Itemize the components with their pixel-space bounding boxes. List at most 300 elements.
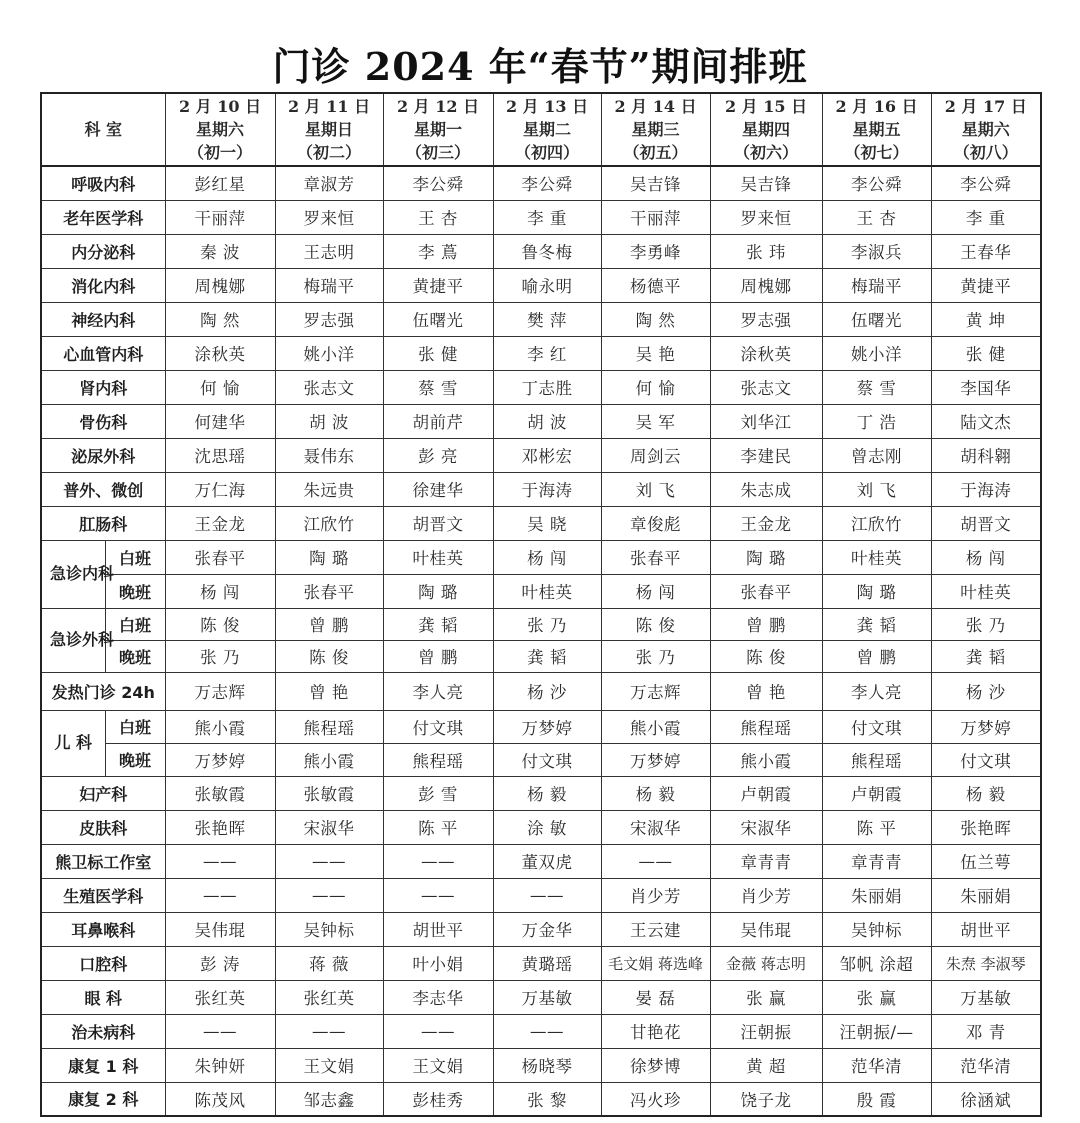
table-row — [41, 200, 1041, 234]
staff-cell: 叶桂英 — [493, 574, 601, 608]
staff-cell: 张 乃 — [931, 608, 1041, 640]
staff-cell: 付文琪 — [383, 710, 493, 743]
staff-cell: 李公舜 — [493, 166, 601, 200]
staff-cell: 王金龙 — [165, 506, 275, 540]
staff-cell: 张志文 — [275, 370, 383, 404]
header-lunar: （初六） — [734, 143, 799, 162]
table-row — [41, 234, 1041, 268]
staff-cell: 李勇峰 — [601, 234, 710, 268]
table-row — [41, 1014, 1041, 1048]
staff-cell: 胡 波 — [493, 404, 601, 438]
header-date — [275, 93, 383, 166]
staff-cell: 伍曙光 — [822, 302, 931, 336]
table-row — [41, 776, 1041, 810]
staff-cell: 杨 毅 — [601, 776, 710, 810]
staff-cell: 曾 鹏 — [383, 640, 493, 672]
staff-cell: 张 玮 — [710, 234, 822, 268]
department-name: 口腔科 — [41, 946, 165, 980]
staff-cell: 叶桂英 — [383, 540, 493, 574]
staff-cell: —— — [165, 844, 275, 878]
staff-cell: 曾 艳 — [275, 672, 383, 710]
table-row — [41, 472, 1041, 506]
staff-cell: 梅瑞平 — [822, 268, 931, 302]
staff-cell: 涂秋英 — [165, 336, 275, 370]
staff-cell: 黄 坤 — [931, 302, 1041, 336]
header-weekday: 星期六 — [961, 120, 1010, 139]
staff-cell: 叶桂英 — [822, 540, 931, 574]
staff-cell: 张 健 — [931, 336, 1041, 370]
staff-cell: 张春平 — [275, 574, 383, 608]
staff-cell: 李公舜 — [822, 166, 931, 200]
staff-cell: 王文娟 — [275, 1048, 383, 1082]
staff-cell: 吴伟琨 — [165, 912, 275, 946]
staff-cell: 何建华 — [165, 404, 275, 438]
department-name: 内分泌科 — [41, 234, 165, 268]
staff-cell: 伍曙光 — [383, 302, 493, 336]
department-name: 熊卫标工作室 — [41, 844, 165, 878]
staff-cell: 陈 俊 — [710, 640, 822, 672]
staff-cell: 曾 鹏 — [710, 608, 822, 640]
department-name: 普外、微创 — [41, 472, 165, 506]
staff-cell: 李人亮 — [822, 672, 931, 710]
staff-cell: 张 乃 — [165, 640, 275, 672]
staff-cell: 蔡 雪 — [383, 370, 493, 404]
staff-cell: 万梦婷 — [601, 743, 710, 776]
staff-cell: 陈茂风 — [165, 1082, 275, 1116]
staff-cell: 龚 韬 — [493, 640, 601, 672]
header-date — [383, 93, 493, 166]
table-row — [41, 1048, 1041, 1082]
staff-cell: 熊小霞 — [601, 710, 710, 743]
staff-cell: 张红英 — [165, 980, 275, 1014]
department-name: 发热门诊 24h — [41, 672, 165, 710]
staff-cell: 黄捷平 — [383, 268, 493, 302]
staff-cell: 杨 闯 — [601, 574, 710, 608]
department-name: 康复 2 科 — [41, 1082, 165, 1116]
staff-cell: 李志华 — [383, 980, 493, 1014]
staff-cell: 姚小洋 — [822, 336, 931, 370]
staff-cell: 龚 韬 — [822, 608, 931, 640]
staff-cell: 李 红 — [493, 336, 601, 370]
staff-cell: 刘 飞 — [822, 472, 931, 506]
table-row — [41, 166, 1041, 200]
staff-cell: 彭 涛 — [165, 946, 275, 980]
staff-cell: 朱丽娟 — [931, 878, 1041, 912]
staff-cell: 周剑云 — [601, 438, 710, 472]
staff-cell: 邓彬宏 — [493, 438, 601, 472]
department-name: 泌尿外科 — [41, 438, 165, 472]
staff-cell: 胡世平 — [383, 912, 493, 946]
staff-cell: 张志文 — [710, 370, 822, 404]
staff-cell: —— — [165, 1014, 275, 1048]
header-date — [493, 93, 601, 166]
staff-cell: 杨 毅 — [493, 776, 601, 810]
staff-cell: 甘艳花 — [601, 1014, 710, 1048]
department-name: 心血管内科 — [41, 336, 165, 370]
header-lunar: （初五） — [623, 143, 688, 162]
staff-cell: 彭红星 — [165, 166, 275, 200]
staff-cell: 于海涛 — [493, 472, 601, 506]
staff-cell: 李 蔦 — [383, 234, 493, 268]
staff-cell: 曾 鹏 — [822, 640, 931, 672]
staff-cell: 曾 鹏 — [275, 608, 383, 640]
staff-cell: 叶桂英 — [931, 574, 1041, 608]
shift-night-label: 晚班 — [105, 743, 165, 776]
department-name: 妇产科 — [41, 776, 165, 810]
table-row — [41, 404, 1041, 438]
staff-cell: 张 健 — [383, 336, 493, 370]
staff-cell: 龚 韬 — [931, 640, 1041, 672]
staff-cell: 熊小霞 — [275, 743, 383, 776]
staff-cell: 朱远贵 — [275, 472, 383, 506]
staff-cell: 张红英 — [275, 980, 383, 1014]
staff-cell: 杨 闯 — [493, 540, 601, 574]
staff-cell: 张 乃 — [493, 608, 601, 640]
staff-cell: 陈 俊 — [275, 640, 383, 672]
staff-cell: 陈 俊 — [601, 608, 710, 640]
staff-cell: 陈 平 — [383, 810, 493, 844]
staff-cell: 曾志刚 — [822, 438, 931, 472]
department-name: 神经内科 — [41, 302, 165, 336]
staff-cell: 范华清 — [822, 1048, 931, 1082]
department-group: 急诊外科 — [41, 608, 105, 672]
department-name: 治未病科 — [41, 1014, 165, 1048]
staff-cell: 杨 毅 — [931, 776, 1041, 810]
staff-cell: 龚 韬 — [383, 608, 493, 640]
department-name: 生殖医学科 — [41, 878, 165, 912]
staff-cell: —— — [493, 878, 601, 912]
header-lunar: （初八） — [953, 143, 1018, 162]
staff-cell: —— — [383, 1014, 493, 1048]
header-weekday: 星期一 — [414, 120, 463, 139]
staff-cell: 沈思瑶 — [165, 438, 275, 472]
table-row — [41, 1082, 1041, 1116]
staff-cell: 张 赢 — [710, 980, 822, 1014]
staff-cell: 李 重 — [493, 200, 601, 234]
staff-cell: 王春华 — [931, 234, 1041, 268]
staff-cell: 卢朝霞 — [710, 776, 822, 810]
header-date: 2 月 13 日 — [505, 97, 589, 116]
department-name: 骨伤科 — [41, 404, 165, 438]
staff-cell: 邹帆 涂超 — [822, 946, 931, 980]
staff-cell: 蒋 薇 — [275, 946, 383, 980]
shift-night-label: 晚班 — [105, 574, 165, 608]
staff-cell: 胡 波 — [275, 404, 383, 438]
staff-cell: 张春平 — [601, 540, 710, 574]
staff-cell: 胡科翱 — [931, 438, 1041, 472]
department-name: 康复 1 科 — [41, 1048, 165, 1082]
staff-cell: 胡世平 — [931, 912, 1041, 946]
header-lunar: （初二） — [297, 143, 362, 162]
staff-cell: 陶 璐 — [822, 574, 931, 608]
staff-cell: 徐涵斌 — [931, 1082, 1041, 1116]
staff-cell: 李公舜 — [931, 166, 1041, 200]
staff-cell: 王文娟 — [383, 1048, 493, 1082]
staff-cell: —— — [275, 878, 383, 912]
staff-cell: 章淑芳 — [275, 166, 383, 200]
table-row — [41, 980, 1041, 1014]
staff-cell: 江欣竹 — [275, 506, 383, 540]
table-row — [41, 336, 1041, 370]
staff-cell: 蔡 雪 — [822, 370, 931, 404]
staff-cell: 周槐娜 — [710, 268, 822, 302]
table-row — [41, 608, 1041, 640]
header-lunar: （初七） — [844, 143, 909, 162]
staff-cell: 黄捷平 — [931, 268, 1041, 302]
staff-cell: 卢朝霞 — [822, 776, 931, 810]
staff-cell: 干丽萍 — [601, 200, 710, 234]
table-row — [41, 844, 1041, 878]
header-date: 2 月 16 日 — [835, 97, 918, 116]
shift-day-label: 白班 — [105, 540, 165, 574]
header-weekday: 星期四 — [742, 120, 791, 139]
staff-cell: 宋淑华 — [275, 810, 383, 844]
staff-cell: 周槐娜 — [165, 268, 275, 302]
staff-cell: 吴 军 — [601, 404, 710, 438]
staff-cell: 涂 敏 — [493, 810, 601, 844]
staff-cell: 付文琪 — [931, 743, 1041, 776]
staff-cell: —— — [383, 878, 493, 912]
staff-cell: 彭 亮 — [383, 438, 493, 472]
staff-cell: 付文琪 — [822, 710, 931, 743]
staff-cell: 饶子龙 — [710, 1082, 822, 1116]
table-row — [41, 574, 1041, 608]
header-date — [601, 93, 710, 166]
staff-cell: 肖少芳 — [710, 878, 822, 912]
staff-cell: 胡前芹 — [383, 404, 493, 438]
staff-cell: 罗志强 — [275, 302, 383, 336]
staff-cell: 张敏霞 — [275, 776, 383, 810]
staff-cell: 熊程瑶 — [710, 710, 822, 743]
staff-cell: 杨 沙 — [493, 672, 601, 710]
staff-cell: —— — [493, 1014, 601, 1048]
staff-cell: 吴钟标 — [822, 912, 931, 946]
table-row — [41, 370, 1041, 404]
staff-cell: 曾 艳 — [710, 672, 822, 710]
staff-cell: 陆文杰 — [931, 404, 1041, 438]
staff-cell: 冯火珍 — [601, 1082, 710, 1116]
staff-cell: 李国华 — [931, 370, 1041, 404]
staff-cell: 章青青 — [710, 844, 822, 878]
staff-cell: 姚小洋 — [275, 336, 383, 370]
staff-cell: 熊程瑶 — [822, 743, 931, 776]
staff-cell: 王云建 — [601, 912, 710, 946]
header-date: 2 月 11 日 — [287, 97, 371, 116]
staff-cell: 万金华 — [493, 912, 601, 946]
staff-cell: 万梦婷 — [931, 710, 1041, 743]
header-date — [822, 93, 931, 166]
header-weekday: 星期六 — [196, 120, 245, 139]
staff-cell: 杨德平 — [601, 268, 710, 302]
staff-cell: 汪朝振 — [710, 1014, 822, 1048]
staff-cell: 彭 雪 — [383, 776, 493, 810]
staff-cell: 李建民 — [710, 438, 822, 472]
header-date — [931, 93, 1041, 166]
staff-cell: 章俊彪 — [601, 506, 710, 540]
header-lunar: （初四） — [515, 143, 580, 162]
staff-cell: 万基敏 — [493, 980, 601, 1014]
staff-cell: 江欣竹 — [822, 506, 931, 540]
staff-cell: 王 杏 — [383, 200, 493, 234]
staff-cell: 邹志鑫 — [275, 1082, 383, 1116]
staff-cell: 何 愉 — [165, 370, 275, 404]
staff-cell: 万志辉 — [165, 672, 275, 710]
table-row — [41, 438, 1041, 472]
staff-cell: 喻永明 — [493, 268, 601, 302]
staff-cell: 晏 磊 — [601, 980, 710, 1014]
staff-cell: 熊小霞 — [165, 710, 275, 743]
shift-night-label: 晚班 — [105, 640, 165, 672]
staff-cell: 毛文娟 蒋选峰 — [601, 946, 710, 980]
staff-cell: 王 杏 — [822, 200, 931, 234]
staff-cell: 胡晋文 — [383, 506, 493, 540]
staff-cell: 李人亮 — [383, 672, 493, 710]
table-row — [41, 810, 1041, 844]
staff-cell: 杨 闯 — [165, 574, 275, 608]
staff-cell: 万志辉 — [601, 672, 710, 710]
table-row — [41, 540, 1041, 574]
staff-cell: 吴吉锋 — [601, 166, 710, 200]
staff-cell: 熊小霞 — [710, 743, 822, 776]
staff-cell: 罗来恒 — [710, 200, 822, 234]
staff-cell: 杨 闯 — [931, 540, 1041, 574]
staff-cell: 章青青 — [822, 844, 931, 878]
staff-cell: 樊 萍 — [493, 302, 601, 336]
staff-cell: 鲁冬梅 — [493, 234, 601, 268]
staff-cell: 叶小娟 — [383, 946, 493, 980]
staff-cell: 朱丽娟 — [822, 878, 931, 912]
staff-cell: 邓 青 — [931, 1014, 1041, 1048]
table-row — [41, 743, 1041, 776]
table-row — [41, 302, 1041, 336]
schedule-table — [40, 92, 1042, 1117]
staff-cell: 何 愉 — [601, 370, 710, 404]
staff-cell: 殷 霞 — [822, 1082, 931, 1116]
header-weekday: 星期五 — [852, 120, 901, 139]
staff-cell: 彭桂秀 — [383, 1082, 493, 1116]
header-row — [41, 93, 1041, 166]
header-date: 2 月 15 日 — [724, 97, 808, 116]
staff-cell: 秦 波 — [165, 234, 275, 268]
staff-cell: 陈 平 — [822, 810, 931, 844]
staff-cell: 张 黎 — [493, 1082, 601, 1116]
shift-day-label: 白班 — [105, 608, 165, 640]
department-name: 眼 科 — [41, 980, 165, 1014]
staff-cell: 于海涛 — [931, 472, 1041, 506]
staff-cell: 付文琪 — [493, 743, 601, 776]
staff-cell: 黄璐瑶 — [493, 946, 601, 980]
staff-cell: —— — [275, 1014, 383, 1048]
staff-cell: 吴钟标 — [275, 912, 383, 946]
staff-cell: 李 重 — [931, 200, 1041, 234]
page-title: 门诊 2024 年“春节”期间排班 — [272, 44, 808, 89]
staff-cell: 李公舜 — [383, 166, 493, 200]
department-name: 皮肤科 — [41, 810, 165, 844]
staff-cell: —— — [165, 878, 275, 912]
staff-cell: 张 乃 — [601, 640, 710, 672]
staff-cell: —— — [383, 844, 493, 878]
staff-cell: 董双虎 — [493, 844, 601, 878]
department-name: 肛肠科 — [41, 506, 165, 540]
staff-cell: 涂秋英 — [710, 336, 822, 370]
table-row — [41, 710, 1041, 743]
department-group: 急诊内科 — [41, 540, 105, 608]
header-lunar: （初三） — [406, 143, 471, 162]
staff-cell: 万梦婷 — [165, 743, 275, 776]
staff-cell: 徐梦博 — [601, 1048, 710, 1082]
staff-cell: 万基敏 — [931, 980, 1041, 1014]
table-row — [41, 912, 1041, 946]
staff-cell: 丁志胜 — [493, 370, 601, 404]
staff-cell: 金薇 蒋志明 — [710, 946, 822, 980]
staff-cell: 熊程瑶 — [275, 710, 383, 743]
staff-cell: 张 赢 — [822, 980, 931, 1014]
header-weekday: 星期三 — [631, 120, 680, 139]
staff-cell: 张春平 — [165, 540, 275, 574]
staff-cell: 万梦婷 — [493, 710, 601, 743]
staff-cell: 范华清 — [931, 1048, 1041, 1082]
staff-cell: 刘 飞 — [601, 472, 710, 506]
table-row — [41, 946, 1041, 980]
staff-cell: 朱钟妍 — [165, 1048, 275, 1082]
header-date: 2 月 14 日 — [614, 97, 697, 116]
header-date — [165, 93, 275, 166]
shift-day-label: 白班 — [105, 710, 165, 743]
table-row — [41, 878, 1041, 912]
staff-cell: 梅瑞平 — [275, 268, 383, 302]
department-name: 消化内科 — [41, 268, 165, 302]
staff-cell: 吴 晓 — [493, 506, 601, 540]
staff-cell: 李淑兵 — [822, 234, 931, 268]
staff-cell: 王志明 — [275, 234, 383, 268]
header-weekday: 星期二 — [523, 120, 572, 139]
header-date: 2 月 12 日 — [396, 97, 480, 116]
header-date: 2 月 10 日 — [178, 97, 262, 116]
header-date: 2 月 17 日 — [944, 97, 1027, 116]
staff-cell: 黄 超 — [710, 1048, 822, 1082]
staff-cell: 吴吉锋 — [710, 166, 822, 200]
staff-cell: 陈 俊 — [165, 608, 275, 640]
staff-cell: 杨晓琴 — [493, 1048, 601, 1082]
staff-cell: 张艳晖 — [931, 810, 1041, 844]
staff-cell: 张敏霞 — [165, 776, 275, 810]
staff-cell: 宋淑华 — [710, 810, 822, 844]
department-name: 耳鼻喉科 — [41, 912, 165, 946]
staff-cell: 吴伟琨 — [710, 912, 822, 946]
header-date — [710, 93, 822, 166]
staff-cell: 罗来恒 — [275, 200, 383, 234]
staff-cell: 熊程瑶 — [383, 743, 493, 776]
header-lunar: （初一） — [188, 143, 253, 162]
staff-cell: 杨 沙 — [931, 672, 1041, 710]
header-department: 科 室 — [41, 93, 165, 166]
table-row — [41, 268, 1041, 302]
staff-cell: 陶 璐 — [275, 540, 383, 574]
staff-cell: 刘华江 — [710, 404, 822, 438]
table-row — [41, 640, 1041, 672]
staff-cell: 宋淑华 — [601, 810, 710, 844]
staff-cell: —— — [275, 844, 383, 878]
staff-cell: 徐建华 — [383, 472, 493, 506]
staff-cell: 王金龙 — [710, 506, 822, 540]
staff-cell: 聂伟东 — [275, 438, 383, 472]
staff-cell: —— — [601, 844, 710, 878]
staff-cell: 朱焘 李淑琴 — [931, 946, 1041, 980]
staff-cell: 朱志成 — [710, 472, 822, 506]
staff-cell: 丁 浩 — [822, 404, 931, 438]
department-name: 呼吸内科 — [41, 166, 165, 200]
staff-cell: 陶 璐 — [710, 540, 822, 574]
